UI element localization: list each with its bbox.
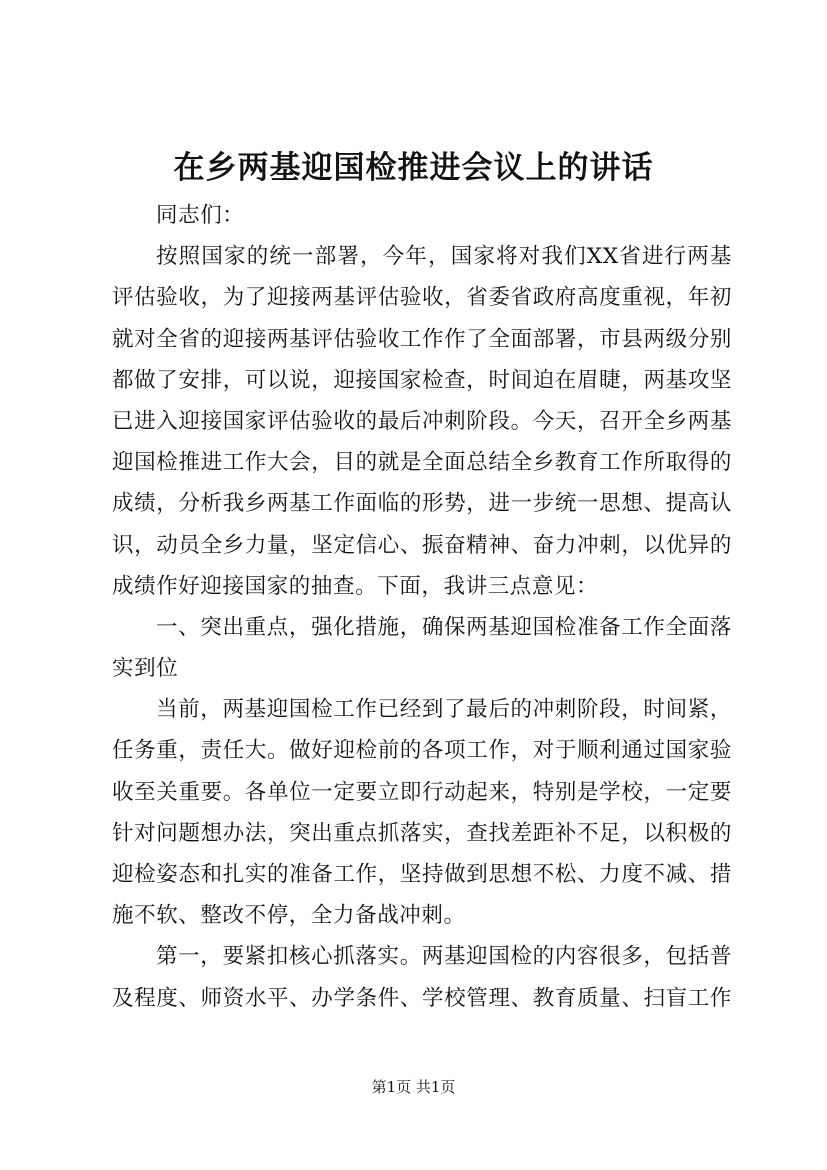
paragraph-line: 成绩作好迎接国家的抽查。下面，我讲三点意见： — [112, 573, 599, 599]
paragraph-line: 按照国家的统一部署，今年，国家将对我们XX省进行两基 — [156, 244, 732, 270]
paragraph-line: 及程度、师资水平、办学条件、学校管理、教育质量、扫盲工作 — [112, 985, 732, 1011]
paragraph-line: 针对问题想办法，突出重点抓落实，查找差距补不足，以积极的 — [112, 820, 732, 846]
paragraph-line: 施不软、整改不停，全力备战冲刺。 — [112, 903, 466, 929]
salutation-line: 同志们： — [156, 203, 245, 228]
paragraph-line: 迎检姿态和扎实的准备工作，坚持做到思想不松、力度不减、措 — [112, 862, 732, 887]
paragraph-line: 迎国检推进工作大会，目的就是全面总结全乡教育工作所取得的 — [112, 450, 732, 476]
paragraph-line: 都做了安排，可以说，迎接国家检查，时间迫在眉睫，两基攻坚 — [112, 367, 732, 393]
paragraph-line: 识，动员全乡力量，坚定信心、振奋精神、奋力冲刺，以优异的 — [112, 532, 732, 558]
paragraph-line: 评估验收，为了迎接两基评估验收，省委省政府高度重视，年初 — [112, 285, 732, 311]
paragraph-line: 成绩，分析我乡两基工作面临的形势，进一步统一思想、提高认 — [112, 491, 732, 517]
paragraph-line: 就对全省的迎接两基评估验收工作作了全面部署，市县两级分别 — [112, 326, 732, 352]
document-body — [112, 195, 732, 1019]
paragraph-line: 已进入迎接国家评估验收的最后冲刺阶段。今天，召开全乡两基 — [112, 408, 732, 434]
paragraph-line: 当前，两基迎国检工作已经到了最后的冲刺阶段，时间紧， — [156, 697, 732, 723]
paragraph-line: 收至关重要。各单位一定要立即行动起来，特别是学校，一定要 — [112, 779, 732, 805]
page-footer: 第1页 共1页 — [371, 1078, 456, 1096]
paragraph-line: 第一，要紧扣核心抓落实。两基迎国检的内容很多，包括普 — [156, 944, 732, 970]
section-heading-line: 实到位 — [112, 656, 179, 682]
document-title: 在乡两基迎国检推进会议上的讲话 — [173, 150, 654, 186]
paragraph-line: 任务重，责任大。做好迎检前的各项工作，对于顺利通过国家验 — [112, 738, 732, 764]
section-heading-line: 一、突出重点，强化措施，确保两基迎国检准备工作全面落 — [156, 614, 732, 640]
